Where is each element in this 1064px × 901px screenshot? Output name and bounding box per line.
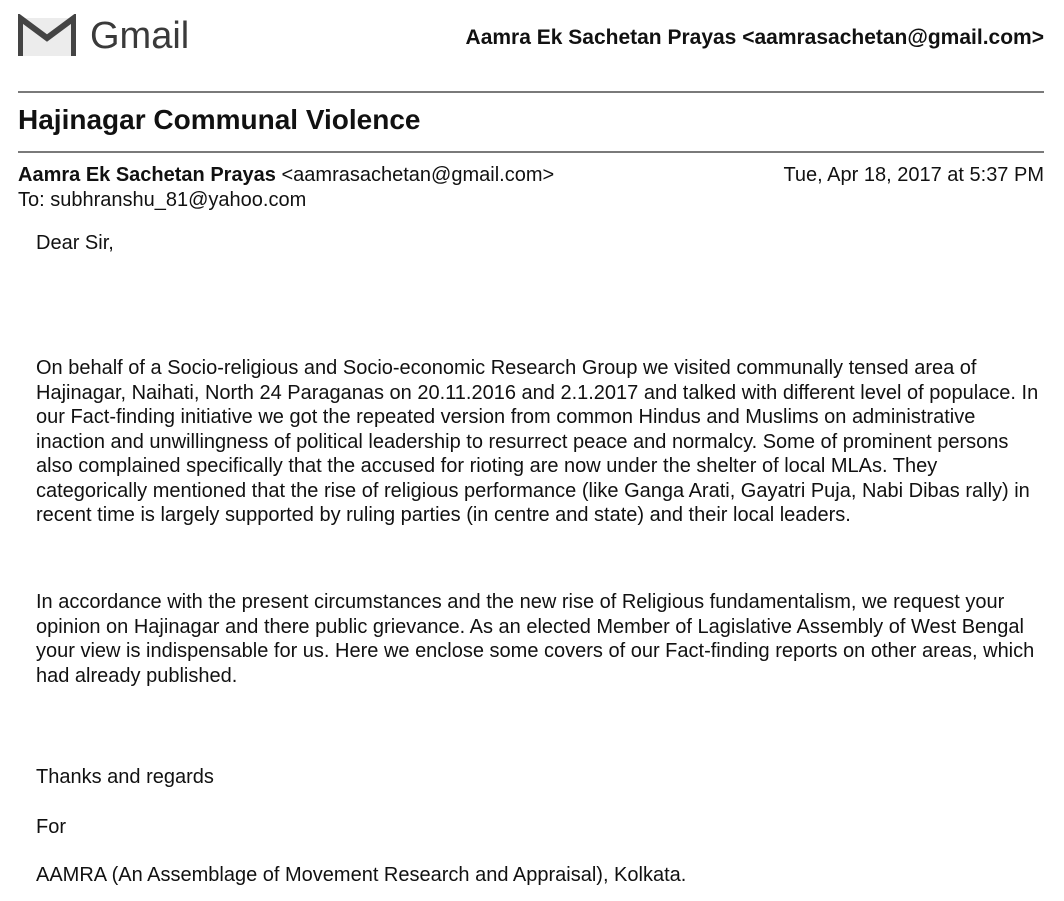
- gmail-logo-text: Gmail: [90, 15, 190, 57]
- sender-address: <aamrasachetan@gmail.com>: [281, 164, 555, 186]
- email-sender: [18, 164, 554, 187]
- email-for-label: For: [36, 816, 66, 838]
- gmail-logo[interactable]: [18, 14, 189, 58]
- account-identity: Aamra Ek Sachetan Prayas <aamrasachetan@gmail.com>: [465, 26, 1044, 49]
- email-signature: AAMRA (An Assemblage of Movement Research and Appraisal), Kolkata.: [36, 864, 687, 886]
- email-greeting: Dear Sir,: [36, 232, 114, 254]
- header-divider: [18, 91, 1044, 93]
- email-closing: Thanks and regards: [36, 766, 214, 788]
- email-date: Tue, Apr 18, 2017 at 5:37 PM: [783, 164, 1044, 186]
- email-paragraph: On behalf of a Socio-religious and Socio-economic Research Group we visited communally tensed area of Hajinagar, Naihati, North 24 Paraganas on 20.11.2016 and 2.1.2017 and talked with different level of populace. In our Fact-finding initiative we got the repeated version from common Hindus and Muslims on administrative inaction and unwillingness of political leadership to resurrect peace and normalcy. Some of prominent persons also complained specifically that the accused for rioting are now under the shelter of local MLAs. They categorically mentioned that the rise of religious performance (like Ganga Arati, Gayatri Puja, Nabi Dibas rally) in recent time is largely supported by ruling parties (in centre and state) and their local leaders.: [36, 357, 1039, 526]
- gmail-envelope-icon: [18, 14, 76, 58]
- email-paragraph: In accordance with the present circumstances and the new rise of Religious fundamentalism, we request your opinion on Hajinagar and there public grievance. As an elected Member of Lagislative Assembly of West Bengal your view is indispensable for us. Here we enclose some covers of our Fact-finding reports on other areas, which had already published.: [36, 591, 1035, 687]
- sender-name: Aamra Ek Sachetan Prayas: [18, 164, 276, 186]
- email-subject: Hajinagar Communal Violence: [18, 104, 421, 135]
- subject-divider: [18, 151, 1044, 153]
- email-recipient: To: subhranshu_81@yahoo.com: [18, 189, 307, 211]
